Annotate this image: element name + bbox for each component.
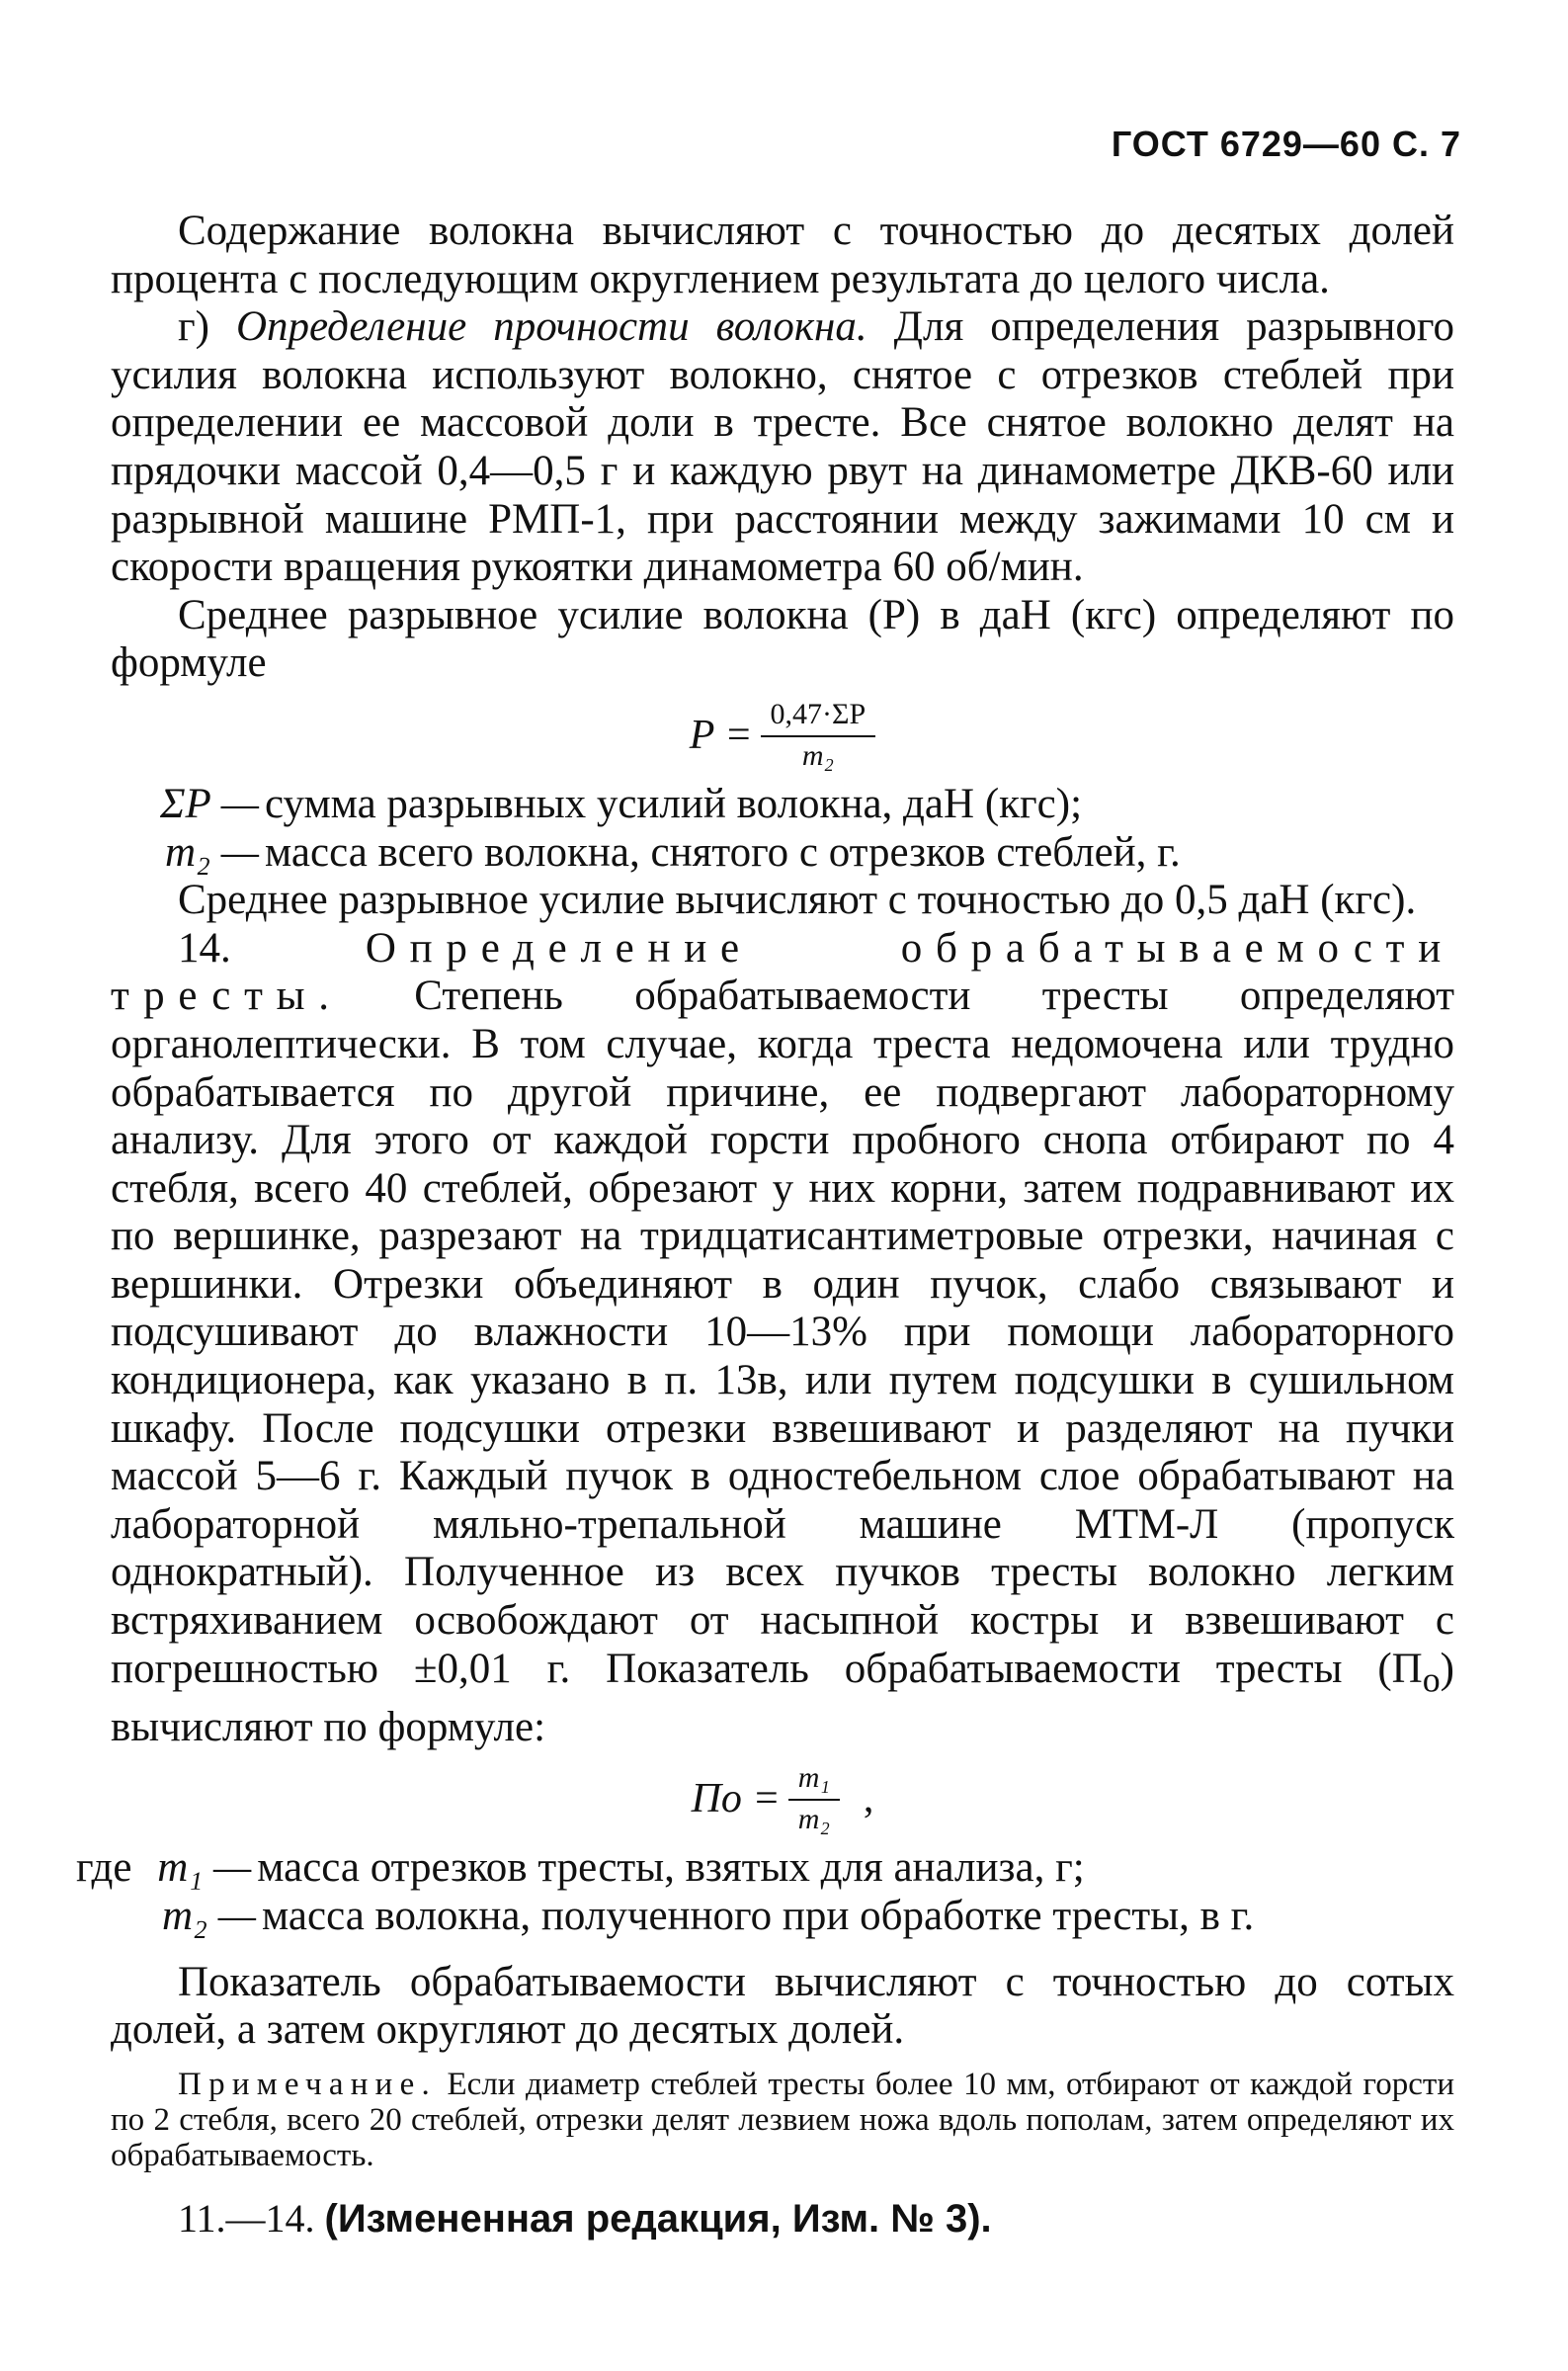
- formula-processability: [111, 1759, 1454, 1838]
- note-label: Примечание.: [178, 2066, 438, 2102]
- running-header: ГОСТ 6729—60 С. 7: [1111, 124, 1461, 164]
- note: [111, 2067, 1454, 2173]
- formula-breaking-force: [111, 696, 1454, 775]
- paragraph-fiber-strength: [111, 303, 1454, 592]
- section-heading-strength: Определение прочности волокна.: [236, 303, 867, 351]
- paragraph-precision: Среднее разрывное усилие вычисляют с точностью до 0,5 даН (кгс).: [178, 877, 1417, 924]
- legend-text: масса отрезков тресты, взятых для анализа, г;: [257, 1844, 1085, 1892]
- note-text: Если диаметр стеблей тресты более 10 мм, отбирают от каждой горсти по 2 стебля, всего 20 стеблей, отрезки делят лезвием ножа вдоль пополам, затем определяют их обрабатываемость.: [111, 2066, 1454, 2173]
- legend-row: [76, 1893, 1454, 1941]
- legend-row: [111, 781, 1454, 829]
- formula-fraction: [761, 696, 876, 775]
- amendment-note: [111, 2195, 1454, 2244]
- formula-lhs: По =: [691, 1776, 781, 1822]
- legend-term: m₁ —: [157, 1844, 252, 1892]
- formula-numerator: m₁: [788, 1759, 840, 1801]
- legend-term: m₂ —: [162, 1893, 256, 1939]
- legend-term: ΣP —: [159, 780, 259, 827]
- legend-row: [76, 1844, 1454, 1893]
- formula-fraction: [788, 1759, 840, 1838]
- processability-formula-lead: ) вычисляют по формуле:: [111, 1645, 1454, 1750]
- strength-method-text: Для определения разрывного усилия волокна используют волокно, снятое с отрезков стеблей при определении ее массовой доли в тресте. Все снятое волокно делят на прядочки массой 0,4—0,5 г и каждую рвут на динамометре ДКВ-60 или разрывной машине РМП-1, при расстоянии между зажимами 10 см и скорости вращения рукоятки динамометра 60 об/мин.: [111, 303, 1454, 591]
- document-body: [76, 208, 1454, 2243]
- formula-numerator: 0,47·ΣP: [761, 696, 876, 737]
- spacer: [111, 1941, 1454, 1959]
- paragraph-processability: [111, 925, 1454, 1752]
- legend-term: m₂ —: [165, 828, 259, 876]
- formula-trailing-comma: ,: [863, 1776, 874, 1822]
- legend-text: масса волокна, полученного при обработке тресты, в г.: [262, 1893, 1255, 1939]
- item-number: 14.: [178, 924, 366, 972]
- legend-row: [111, 829, 1454, 878]
- amendment-text: (Измененная редакция, Изм. № 3).: [324, 2196, 992, 2241]
- legend-text: масса всего волокна, снятого с отрезков стеблей, г.: [265, 828, 1181, 876]
- formula-denominator: m₂: [797, 1803, 830, 1836]
- processability-method-text: Степень обрабатываемости тресты определяют органолептически. В том случае, когда треста недомочена или трудно обрабатывается по другой причине, ее подвергают лабораторному анализу. Для этого от каждой горсти пробного снопа отбирают по 4 стебля, всего 40 стеблей, обрезают у них корни, затем подравнивают их по вершинке, разрезают на тридцатисантиметровые отрезки, начиная с вершинки. Отрезки объединяют в один пучок, слабо связывают и подсушивают до влажности 10—13% при помощи лабораторного кондиционера, как указано в п. 13в, или путем подсушки в сушильном шкафу. После подсушки отрезки взвешивают и разделяют на пучки массой 5—6 г. Каждый пучок в одностебельном слое обрабатывают на лабораторной мяльно-трепальной машине МТМ-Л (пропуск однократный). Полученное из всех пучков тресты волокно легким встряхиванием освобождают от насыпной костры и взвешивают с погрешностью ±0,01 г. Показатель обрабатываемости тресты (П: [111, 973, 1454, 1692]
- formula-lhs: P =: [689, 712, 753, 758]
- legend-text: сумма разрывных усилий волокна, даН (кгс);: [265, 780, 1083, 827]
- subscript-o: о: [1422, 1659, 1441, 1700]
- formula-denominator: m₂: [801, 738, 834, 772]
- formula-legend: [76, 1844, 1454, 1940]
- paragraph-formula-intro: Среднее разрывное усилие волокна (P) в даН (кгс) определяют по формуле: [111, 591, 1454, 687]
- item-letter: г): [178, 303, 236, 351]
- paragraph-fiber-content: Содержание волокна вычисляют с точностью до десятых долей процента с последующим округлением результата до целого числа.: [111, 208, 1454, 302]
- section-heading-processability: Определение обрабатываемости тресты.: [111, 924, 1454, 1020]
- formula-legend: [111, 781, 1454, 877]
- amendment-range: 11.—14.: [178, 2195, 325, 2241]
- legend-prefix: где: [76, 1844, 132, 1892]
- paragraph-rounding: Показатель обрабатываемости вычисляют с точностью до сотых долей, а затем округляют до десятых долей.: [111, 1958, 1454, 2054]
